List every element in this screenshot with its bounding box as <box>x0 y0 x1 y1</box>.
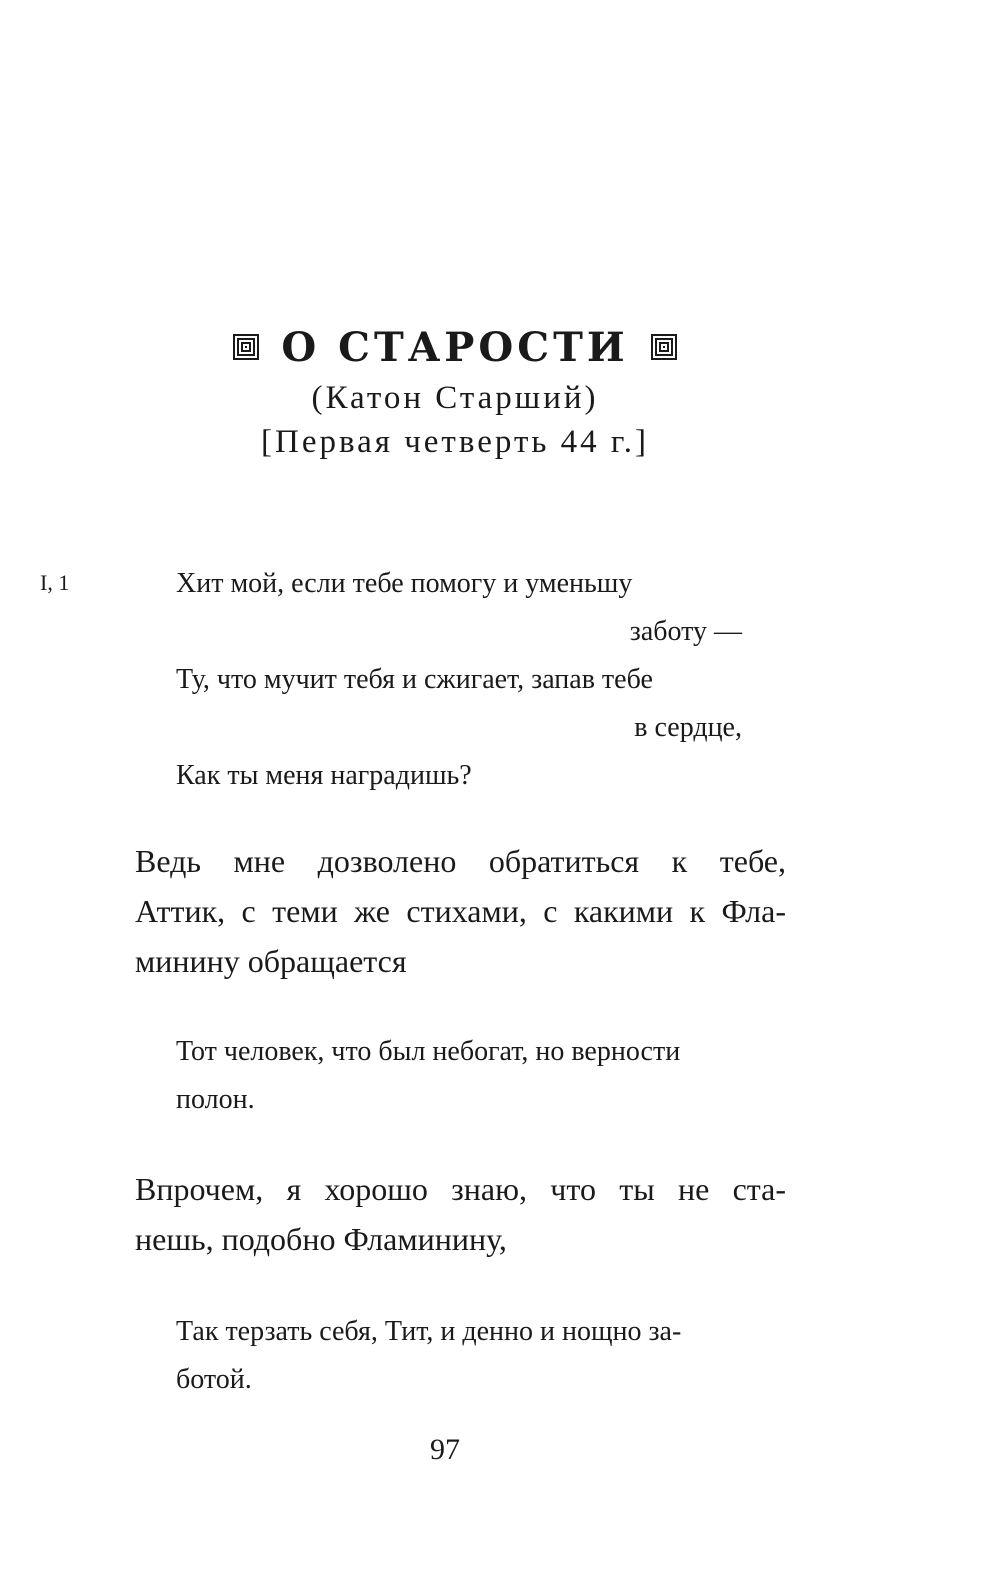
chapter-date: [Первая четверть 44 г.] <box>261 424 649 460</box>
page-number: 97 <box>430 1433 460 1466</box>
chapter-subtitle: (Катон Старший) <box>311 380 599 416</box>
verse-block <box>176 1028 742 1124</box>
prose-paragraph <box>135 836 786 986</box>
square-spiral-ornament-icon <box>651 334 677 360</box>
square-spiral-ornament-icon <box>233 334 259 360</box>
verse-line: полон. <box>176 1084 255 1115</box>
prose-line: Ведь мне дозволено обратиться к тебе, <box>135 843 786 879</box>
prose-line: минину обращается <box>135 943 407 979</box>
prose-paragraph <box>135 1164 786 1264</box>
verse-line: Тот человек, что был небогат, но верности <box>176 1036 681 1067</box>
verse-line: Хит мой, если тебе помогу и уменьшу <box>176 568 633 599</box>
prose-line: Впрочем, я хорошо знаю, что ты не ста- <box>135 1171 786 1207</box>
verse-line: Так терзать себя, Тит, и денно и нощно за- <box>176 1316 682 1347</box>
verse-block <box>176 560 742 800</box>
chapter-title: О СТАРОСТИ <box>281 324 629 371</box>
marginal-reference: I, 1 <box>40 570 70 595</box>
verse-line: Ту, что мучит тебя и сжигает, запав тебе <box>176 664 653 695</box>
prose-line: нешь, подобно Фламинину, <box>135 1221 507 1257</box>
chapter-heading <box>0 322 910 374</box>
verse-line: Как ты меня наградишь? <box>176 760 472 791</box>
prose-line: Аттик, с теми же стихами, с какими к Фла- <box>135 893 786 929</box>
verse-line: в сердце, <box>634 712 742 743</box>
verse-block <box>176 1308 742 1404</box>
verse-line: заботу — <box>629 616 742 647</box>
verse-line: ботой. <box>176 1364 252 1395</box>
